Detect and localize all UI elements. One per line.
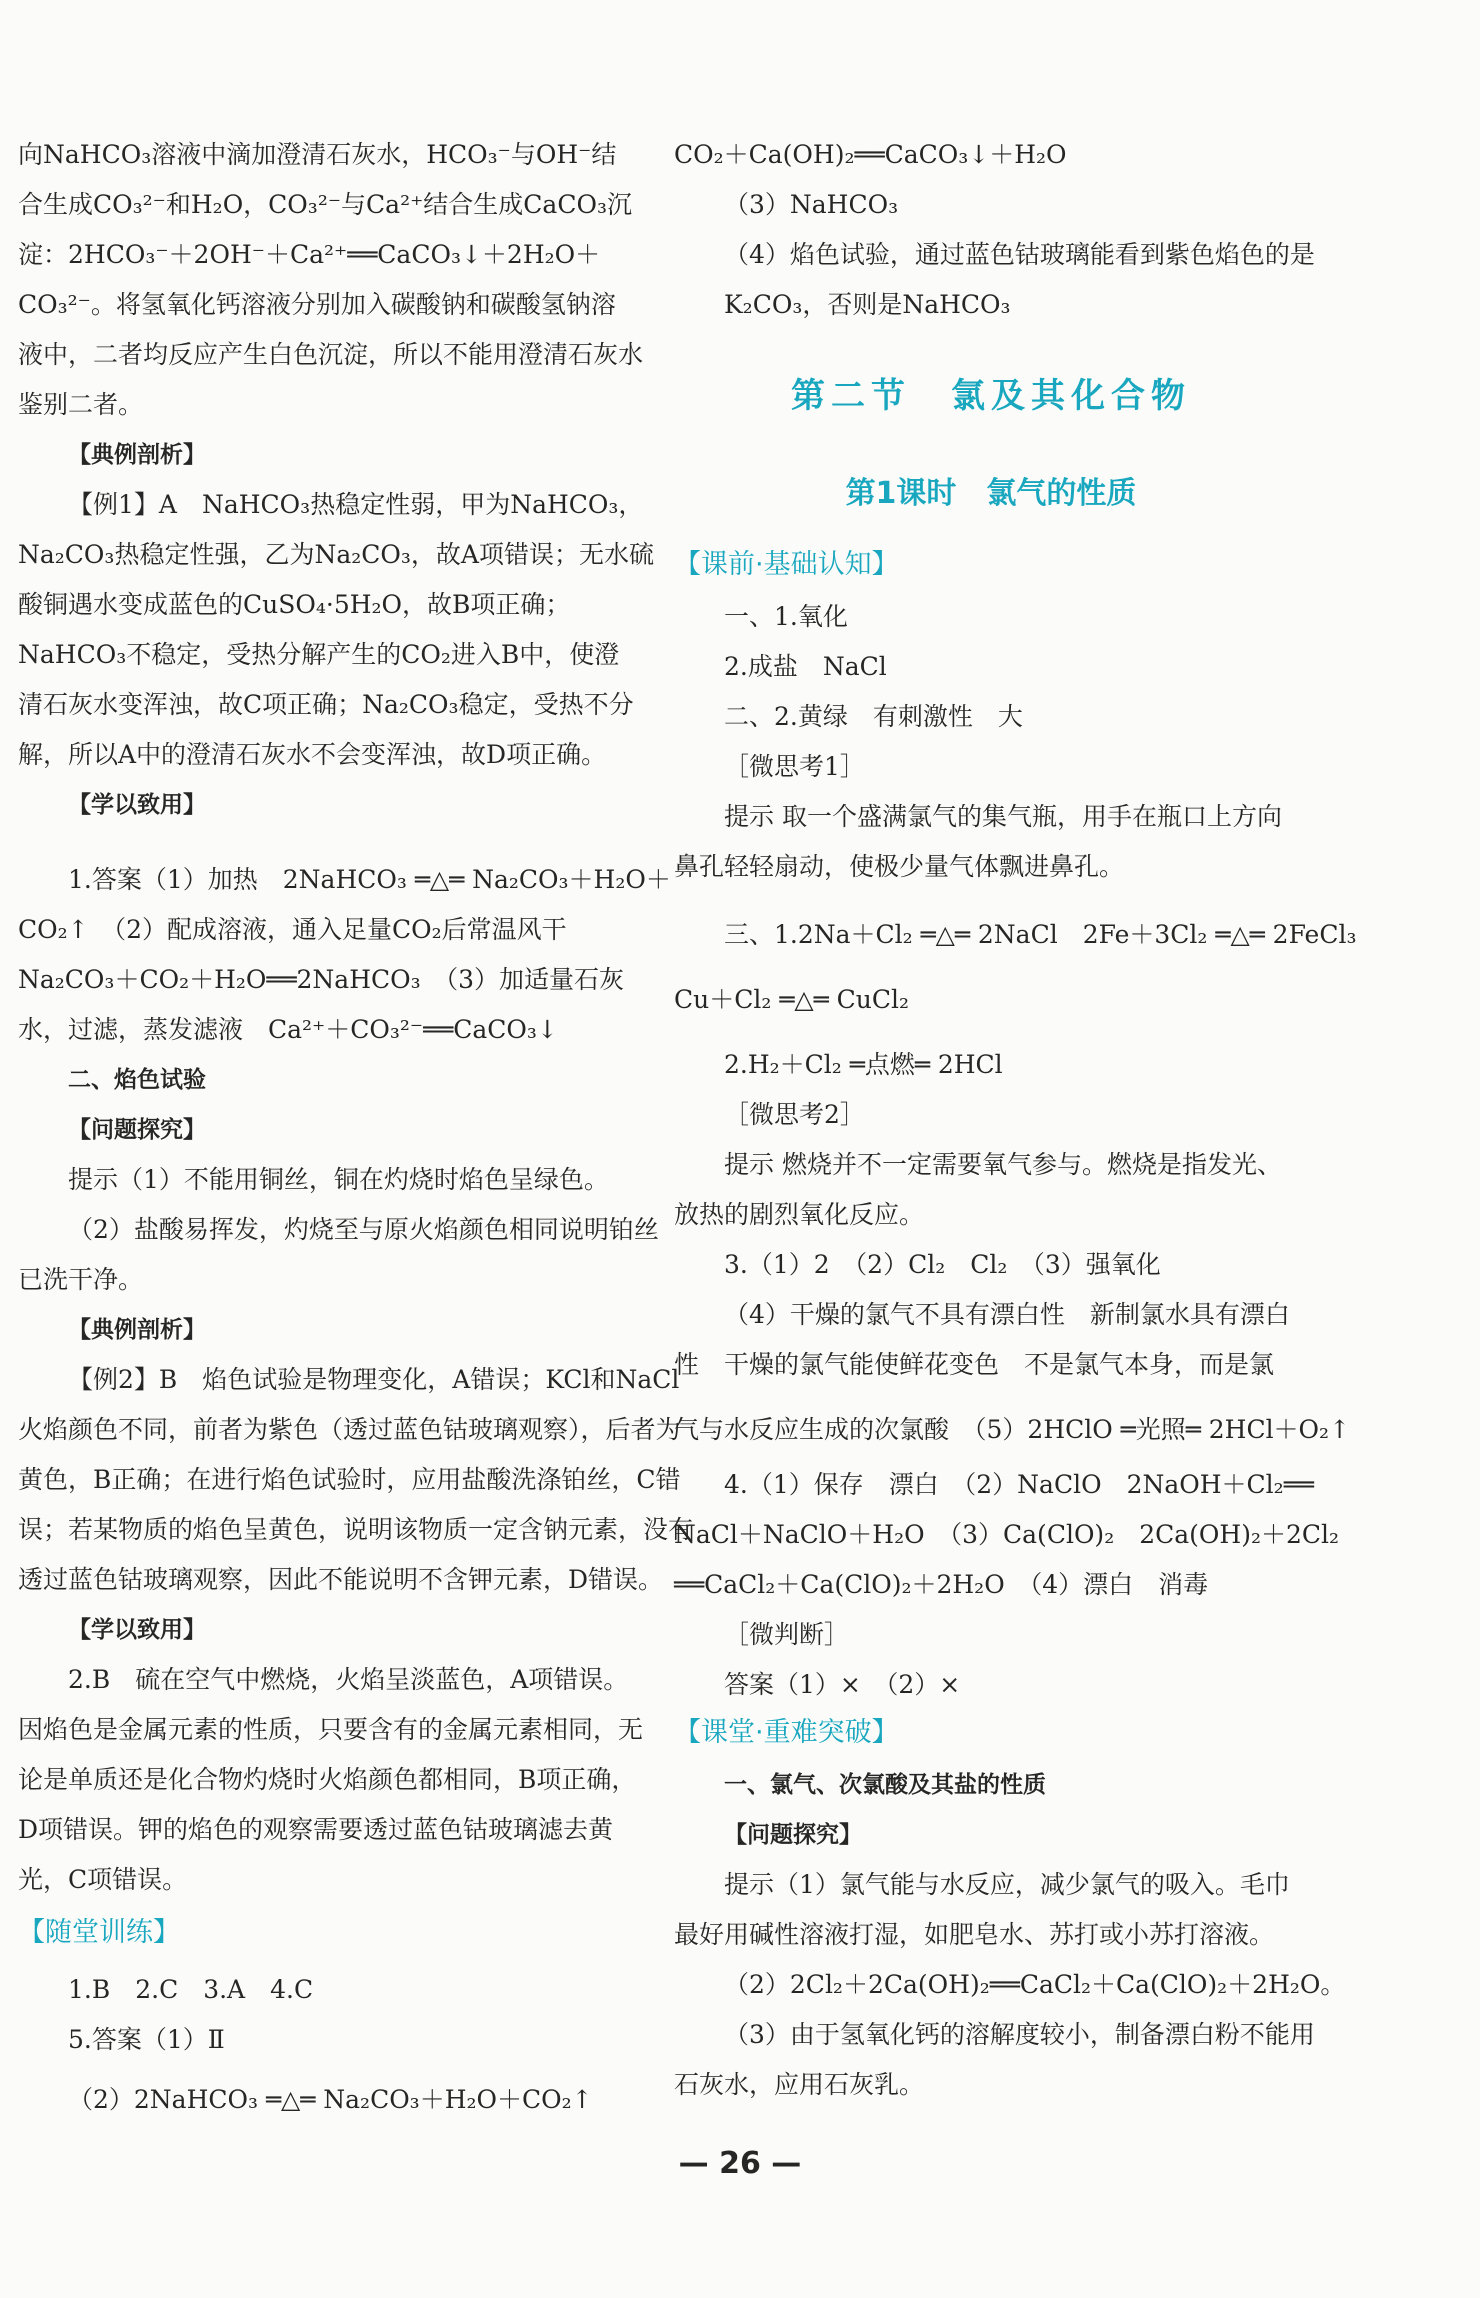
section-label: 【课堂·重难突破】 [674,1717,899,1748]
page-number: — 26 — [678,2146,802,2181]
text-line: 二、焰色试验 [68,1067,206,1093]
text-line: 提示（1）氯气能与水反应，减少氯气的吸入。毛巾 [724,1870,1290,1899]
text-line: 鼻孔轻轻扇动，使极少量气体飘进鼻孔。 [674,852,1125,881]
text-line: CO₂↑ （2）配成溶液，通入足量CO₂后常温风干 [18,915,567,944]
text-line: 向NaHCO₃溶液中滴加澄清石灰水，HCO₃⁻与OH⁻结 [18,140,617,169]
text-line: 石灰水，应用石灰乳。 [674,2070,925,2099]
text-line: Na₂CO₃＋CO₂＋H₂O══2NaHCO₃ （3）加适量石灰 [18,965,625,994]
text-line: （4）焰色试验，通过蓝色钴玻璃能看到紫色焰色的是 [724,240,1315,269]
text-line: 提示 取一个盛满氯气的集气瓶，用手在瓶口上方向 [724,802,1282,831]
text-line: 答案（1）× （2）× [724,1670,961,1699]
text-line: 1.答案（1）加热 2NaHCO₃ ═△═ Na₂CO₃＋H₂O＋ [68,865,671,894]
text-line: 2.成盐 NaCl [724,652,887,681]
text-line: 液中，二者均反应产生白色沉淀，所以不能用澄清石灰水 [18,340,644,369]
text-line: 【典例剖析】 [68,1317,206,1343]
text-line: 鉴别二者。 [18,390,144,419]
text-line: NaCl＋NaClO＋H₂O （3）Ca(ClO)₂ 2Ca(OH)₂＋2Cl₂ [674,1520,1340,1549]
text-line: 淀：2HCO₃⁻＋2OH⁻＋Ca²⁺══CaCO₃↓＋2H₂O＋ [18,240,601,269]
text-line: 【学以致用】 [68,1617,206,1643]
text-line: （2）2NaHCO₃ ═△═ Na₂CO₃＋H₂O＋CO₂↑ [68,2085,593,2114]
lesson-title: 第1课时 氯气的性质 [845,476,1137,511]
section-title: 第二节 氯及其化合物 [791,376,1191,416]
text-line: 【问题探究】 [724,1822,862,1848]
text-line: （2）盐酸易挥发，灼烧至与原火焰颜色相同说明铂丝 [68,1215,659,1244]
text-line: 气与水反应生成的次氯酸 （5）2HClO ═光照═ 2HCl＋O₂↑ [674,1415,1351,1444]
text-line: 误；若某物质的焰色呈黄色，说明该物质一定含钠元素，没有 [18,1515,694,1544]
text-line: 火焰颜色不同，前者为紫色（透过蓝色钴玻璃观察），后者为 [18,1415,681,1444]
text-line: 一、1.氧化 [724,602,848,631]
section-label: 【随堂训练】 [18,1917,180,1948]
text-line: 2.B 硫在空气中燃烧，火焰呈淡蓝色，A项错误。 [68,1665,629,1694]
text-line: 4.（1）保存 漂白 （2）NaClO 2NaOH＋Cl₂══ [724,1470,1314,1499]
section-label: 【课前·基础认知】 [674,549,899,580]
text-line: ［微判断］ [724,1620,850,1649]
text-line: 透过蓝色钴玻璃观察，因此不能说明不含钾元素，D错误。 [18,1565,664,1594]
text-line: Na₂CO₃热稳定性强，乙为Na₂CO₃，故A项错误；无水硫 [18,540,654,569]
text-line: 5.答案（1）Ⅱ [68,2025,225,2054]
text-line: （3）NaHCO₃ [724,190,899,219]
text-line: NaHCO₃不稳定，受热分解产生的CO₂进入B中，使澄 [18,640,620,669]
text-line: 【例1】A NaHCO₃热稳定性弱，甲为NaHCO₃， [68,490,644,519]
text-line: 二、2.黄绿 有刺激性 大 [724,702,1023,731]
text-line: 解，所以A中的澄清石灰水不会变浑浊，故D项正确。 [18,740,607,769]
text-line: 【问题探究】 [68,1117,206,1143]
text-line: 因焰色是金属元素的性质，只要含有的金属元素相同，无 [18,1715,644,1744]
text-line: K₂CO₃，否则是NaHCO₃ [724,290,1011,319]
text-line: 提示 燃烧并不一定需要氧气参与。燃烧是指发光、 [724,1150,1282,1179]
text-line: 清石灰水变浑浊，故C项正确；Na₂CO₃稳定，受热不分 [18,690,634,719]
text-line: （2）2Cl₂＋2Ca(OH)₂══CaCl₂＋Ca(ClO)₂＋2H₂O。 [724,1970,1346,1999]
text-line: 水，过滤，蒸发滤液 Ca²⁺＋CO₃²⁻══CaCO₃↓ [18,1015,558,1044]
text-line: 合生成CO₃²⁻和H₂O，CO₃²⁻与Ca²⁺结合生成CaCO₃沉 [18,190,632,219]
text-line: 性 干燥的氯气能使鲜花变色 不是氯气本身，而是氯 [674,1350,1275,1379]
text-line: CO₃²⁻。将氢氧化钙溶液分别加入碳酸钠和碳酸氢钠溶 [18,290,616,319]
text-line: 酸铜遇水变成蓝色的CuSO₄·5H₂O，故B项正确； [18,590,571,619]
text-line: 光，C项错误。 [18,1865,188,1894]
text-line: 2.H₂＋Cl₂ ═点燃═ 2HCl [724,1050,1003,1079]
text-line: 【典例剖析】 [68,442,206,468]
text-line: Cu＋Cl₂ ═△═ CuCl₂ [674,985,909,1014]
text-line: CO₂＋Ca(OH)₂══CaCO₃↓＋H₂O [674,140,1067,169]
text-line: ══CaCl₂＋Ca(ClO)₂＋2H₂O （4）漂白 消毒 [674,1570,1209,1599]
text-line: 提示（1）不能用铜丝，铜在灼烧时焰色呈绿色。 [68,1165,609,1194]
text-line: 3.（1）2 （2）Cl₂ Cl₂ （3）强氧化 [724,1250,1161,1279]
text-line: 一、氯气、次氯酸及其盐的性质 [724,1772,1046,1798]
text-line: 最好用碱性溶液打湿，如肥皂水、苏打或小苏打溶液。 [674,1920,1275,1949]
text-line: 论是单质还是化合物灼烧时火焰颜色都相同，B项正确， [18,1765,637,1794]
text-line: 黄色，B正确；在进行焰色试验时，应用盐酸洗涤铂丝，C错 [18,1465,681,1494]
text-line: （3）由于氢氧化钙的溶解度较小，制备漂白粉不能用 [724,2020,1315,2049]
text-line: ［微思考2］ [724,1100,865,1129]
text-line: 1.B 2.C 3.A 4.C [68,1975,314,2004]
text-line: 已洗干净。 [18,1265,144,1294]
text-line: ［微思考1］ [724,752,865,781]
text-line: 放热的剧烈氧化反应。 [674,1200,925,1229]
text-line: D项错误。钾的焰色的观察需要透过蓝色钴玻璃滤去黄 [18,1815,614,1844]
text-line: （4）干燥的氯气不具有漂白性 新制氯水具有漂白 [724,1300,1290,1329]
text-line: 三、1.2Na＋Cl₂ ═△═ 2NaCl 2Fe＋3Cl₂ ═△═ 2FeCl₃ [724,920,1357,949]
text-line: 【学以致用】 [68,792,206,818]
text-line: 【例2】B 焰色试验是物理变化，A错误；KCl和NaCl [68,1365,680,1394]
